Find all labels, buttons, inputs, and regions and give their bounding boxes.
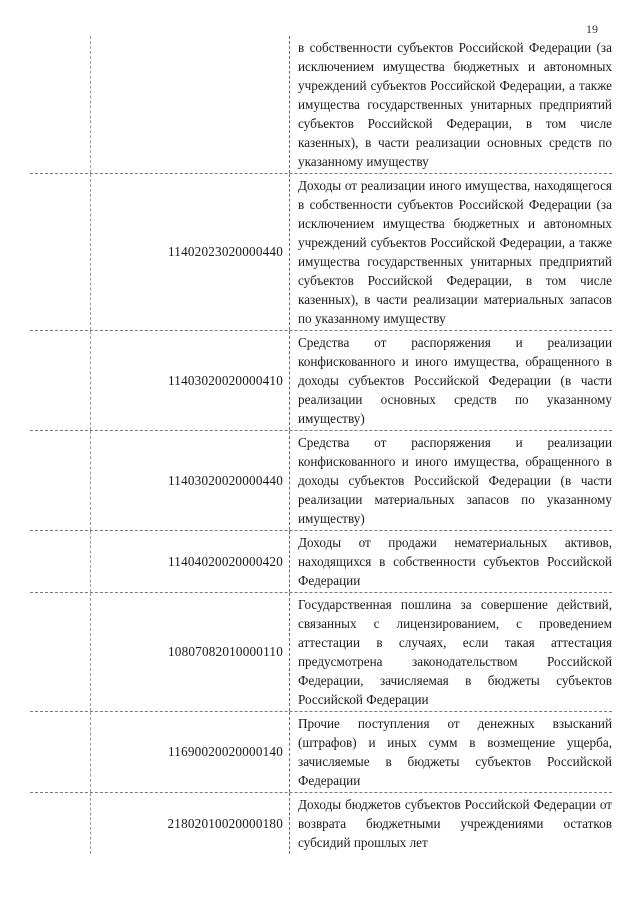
table-row	[30, 712, 612, 793]
description-cell: Доходы от продажи нематериальных активов, находящихся в собственности субъектов Российской Федерации	[298, 535, 612, 588]
code-cell	[90, 36, 290, 173]
code-cell: 10807082010000110	[90, 593, 290, 711]
description-cell: Доходы бюджетов субъектов Российской Федерации от возврата бюджетными учреждениями остатков субсидий прошлых лет	[298, 797, 612, 850]
description-cell: Доходы от реализации иного имущества, находящегося в собственности субъектов Российской Федерации (за исключением имущества бюджетных и автономных учреждений субъектов Российской Федерации, а также имущества государственных унитарных предприятий субъектов Российской Федерации, в том числе казенных), в части реализации материальных запасов по указанному имуществу	[298, 178, 612, 326]
code-cell: 11690020020000140	[90, 712, 290, 792]
table-row	[30, 36, 612, 174]
code-cell: 11404020020000420	[90, 531, 290, 592]
code-cell: 21802010020000180	[90, 793, 290, 854]
description-cell: Средства от распоряжения и реализации конфискованного и иного имущества, обращенного в доходы субъектов Российской Федерации (в части реализации материальных запасов по указанному имуществу)	[298, 435, 612, 526]
code-cell: 11403020020000410	[90, 331, 290, 430]
description-cell: Государственная пошлина за совершение действий, связанных с лицензированием, с проведением аттестации в случаях, если такая аттестация предусмотрена законодательством Российской Федерации, зачисляемая в бюджеты субъектов Российской Федерации	[298, 597, 612, 707]
table-row	[30, 331, 612, 431]
table-row	[30, 174, 612, 331]
table-row	[30, 793, 612, 854]
table-row	[30, 531, 612, 593]
page-number: 19	[586, 22, 598, 36]
table-row	[30, 593, 612, 712]
code-cell: 11403020020000440	[90, 431, 290, 530]
description-cell: Средства от распоряжения и реализации конфискованного и иного имущества, обращенного в доходы субъектов Российской Федерации (в части реализации основных средств по указанному имуществу)	[298, 335, 612, 426]
description-cell: Прочие поступления от денежных взысканий (штрафов) и иных сумм в возмещение ущерба, зачисляемые в бюджеты субъектов Российской Федерации	[298, 716, 612, 788]
description-cell: в собственности субъектов Российской Федерации (за исключением имущества бюджетных и автономных учреждений субъектов Российской Федерации, а также имущества государственных унитарных предприятий субъектов Российской Федерации, в том числе казенных), в части реализации основных средств по указанному имуществу	[298, 40, 612, 169]
table-row	[30, 431, 612, 531]
code-cell: 11402023020000440	[90, 174, 290, 330]
revenue-codes-table	[30, 36, 612, 854]
